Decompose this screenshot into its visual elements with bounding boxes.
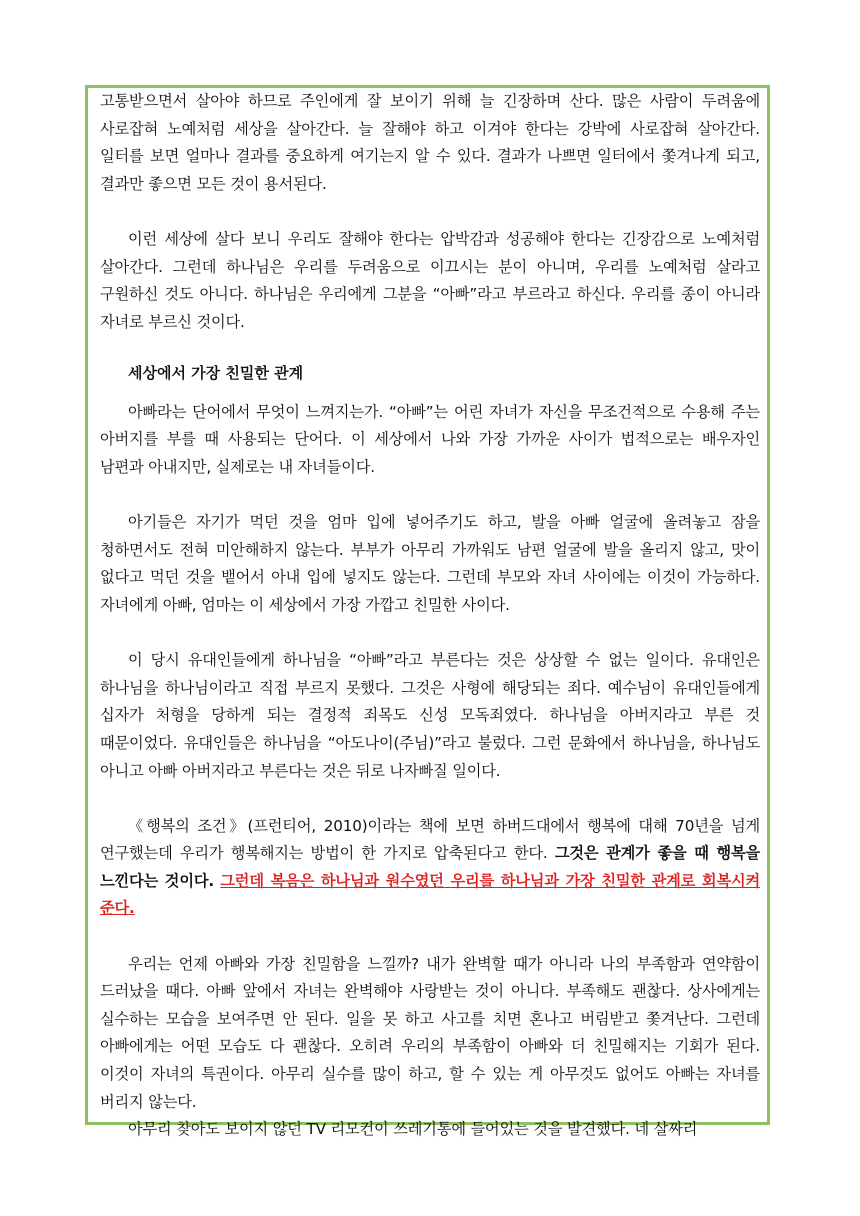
paragraph-6-text: 《행복의 조건》(프런티어, 2010)이라는 책에 보면 하버드대에서 행복에 대해 70년을 넘게 연구했는데 우리가 행복해지는 방법이 한 가지로 압축된다고 한다.	[100, 816, 760, 863]
paragraph-2: 이런 세상에 살다 보니 우리도 잘해야 한다는 압박감과 성공해야 한다는 긴장감으로 노예처럼 살아간다. 그런데 하나님은 우리를 두려움으로 이끄시는 분이 아니며, 우리를 노예처럼 살라고 구원하신 것도 아니다. 하나님은 우리에게 그분을 “아빠”라고 부르라고 하신다. 우리를 종이 아니라 자녀로 부르신 것이다.	[100, 229, 760, 331]
paragraph-1: 고통받으면서 살아야 하므로 주인에게 잘 보이기 위해 늘 긴장하며 산다. 많은 사람이 두려움에 사로잡혀 노예처럼 세상을 살아간다. 늘 잘해야 하고 이겨야 한다는 강박에 사로잡혀 살아간다. 일터를 보면 얼마나 결과를 중요하게 여기는지 알 수 있다. 결과가 나쁘면 일터에서 쫓겨나게 되고, 결과만 좋으면 모든 것이 용서된다.	[100, 92, 760, 193]
paragraph-7: 우리는 언제 아빠와 가장 친밀함을 느낄까? 내가 완벽할 때가 아니라 나의 부족함과 연약함이 드러났을 때다. 아빠 앞에서 자녀는 완벽해야 사랑받는 것이 아니다. 부족해도 괜찮다. 상사에게는 실수하는 모습을 보여주면 안 된다. 일을 못 하고 사고를 치면 혼나고 버림받고 쫓겨난다. 그런데 아빠에게는 어떤 모습도 다 괜찮다. 오히려 우리의 부족함이 아빠와 더 친밀해지는 기회가 된다. 이것이 자녀의 특권이다. 아무리 실수를 많이 하고, 할 수 있는 게 아무것도 없어도 아빠는 자녀를 버리지 않는다.	[100, 954, 760, 1111]
paragraph-6-highlight: 그런데 복음은 하나님과 원수였던 우리를 하나님과 가장 친밀한 관계로 회복시켜 준다.	[100, 871, 761, 918]
paragraph-6-bold: 그것은 관계가 좋을 때 행복을 느낀다는 것이다.	[100, 844, 761, 890]
document-body	[100, 88, 760, 1144]
paragraph-3: 아빠라는 단어에서 무엇이 느껴지는가. “아빠”는 어린 자녀가 자신을 무조건적으로 수용해 주는 아버지를 부를 때 사용되는 단어다. 이 세상에서 나와 가장 가까운 사이가 법적으로는 배우자인 남편과 아내지만, 실제로는 내 자녀들이다.	[100, 402, 760, 476]
paragraph-4: 아기들은 자기가 먹던 것을 엄마 입에 넣어주기도 하고, 발을 아빠 얼굴에 올려놓고 잠을 청하면서도 전혀 미안해하지 않는다. 부부가 아무리 가까워도 남편 얼굴에 발을 올리지 않고, 맛이 없다고 먹던 것을 뱉어서 아내 입에 넣지도 않는다. 그런데 부모와 자녀 사이에는 이것이 가능하다. 자녀에게 아빠, 엄마는 이 세상에서 가장 가깝고 친밀한 사이다.	[100, 513, 760, 614]
paragraph-5: 이 당시 유대인들에게 하나님을 “아빠”라고 부른다는 것은 상상할 수 없는 일이다. 유대인은 하나님을 하나님이라고 직접 부르지 못했다. 그것은 사형에 해당되는 죄다. 예수님이 유대인들에게 십자가 처형을 당하게 되는 결정적 죄목도 신성 모독죄였다. 하나님을 아버지라고 부른 것 때문이었다. 유대인들은 하나님을 “아도나이(주님)”라고 불렀다. 그런 문화에서 하나님을, 하나님도 아니고 아빠 아버지라고 부른다는 것은 뒤로 나자빠질 일이다.	[100, 651, 760, 780]
section-heading: 세상에서 가장 친밀한 관계	[128, 364, 304, 383]
paragraph-6	[100, 813, 760, 923]
paragraph-8: 아무리 찾아도 보이지 않던 TV 리모컨이 쓰레기통에 들어있는 것을 발견했다. 네 살짜리	[128, 1120, 698, 1139]
